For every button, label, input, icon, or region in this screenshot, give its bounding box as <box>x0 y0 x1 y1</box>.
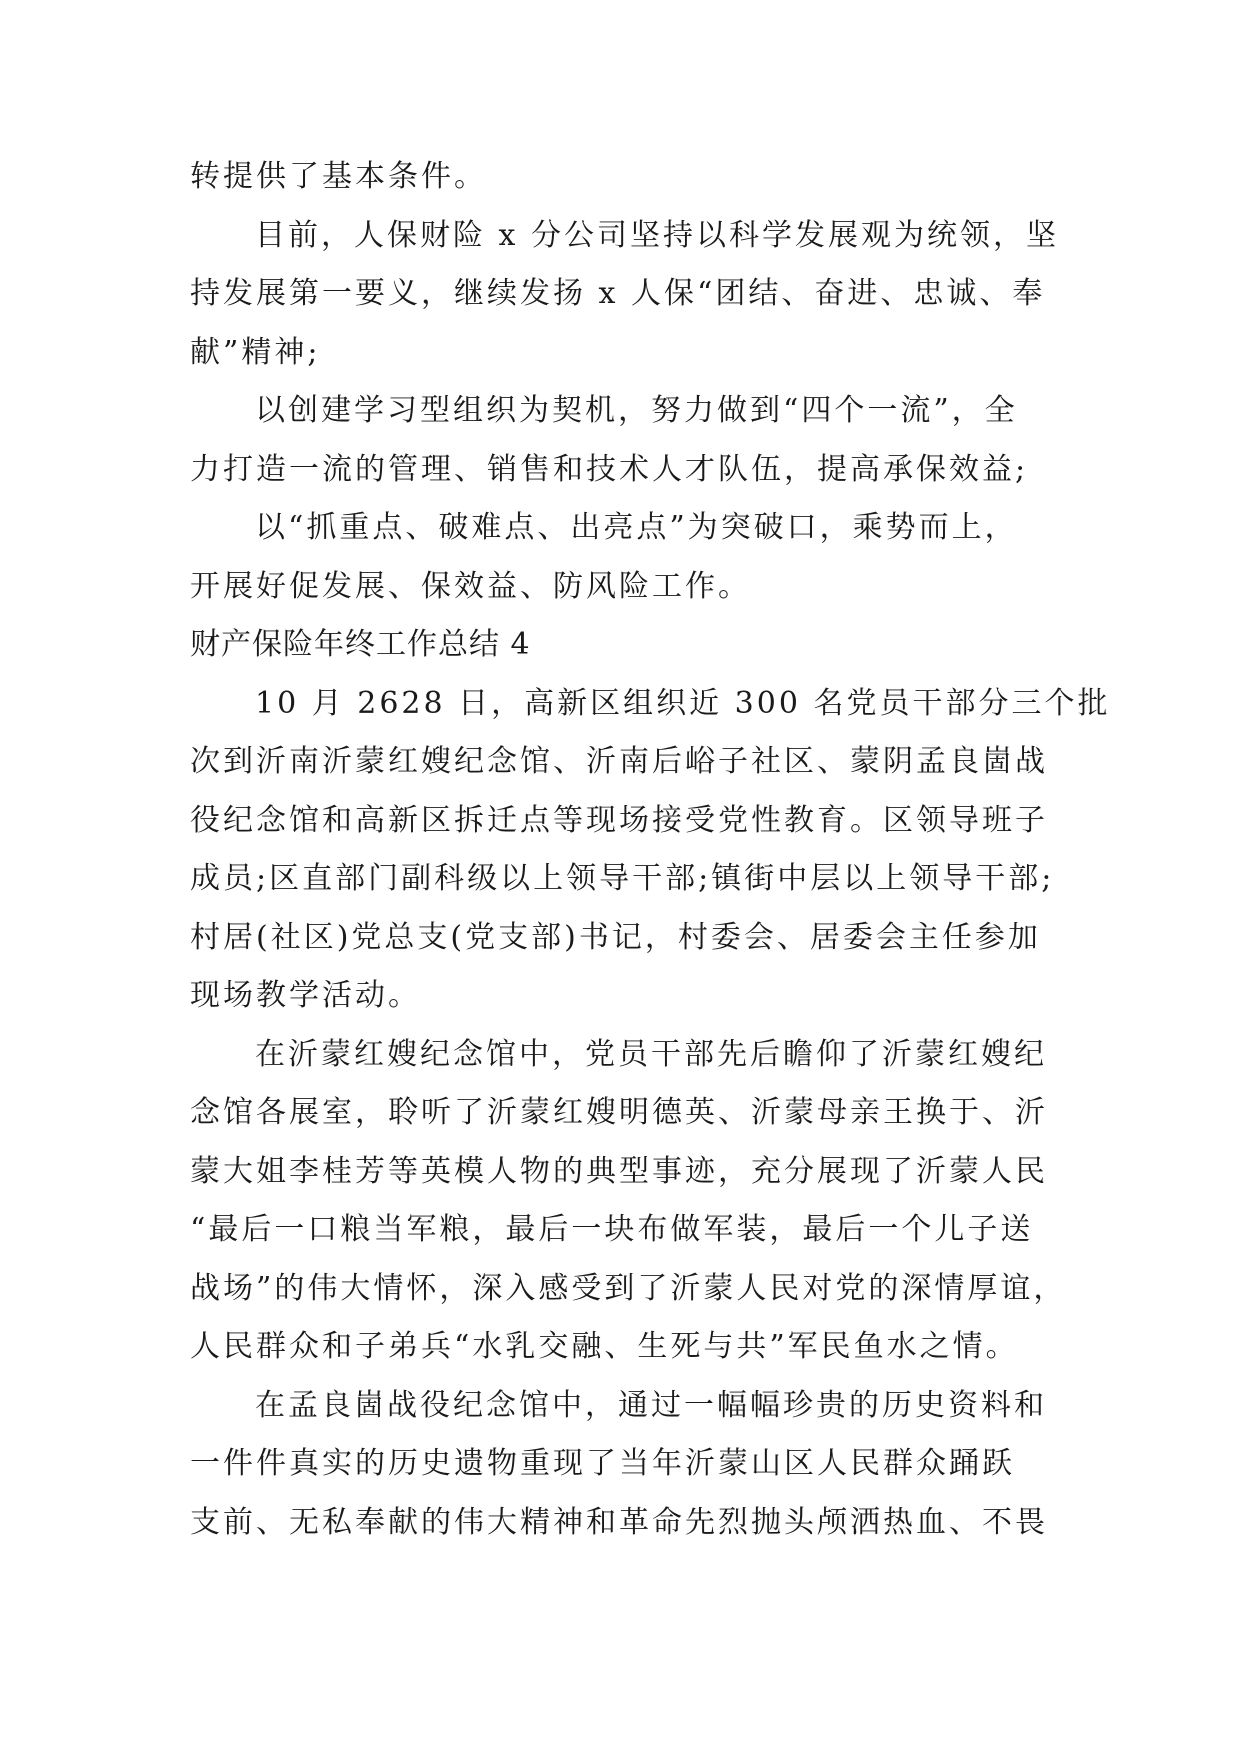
section-heading: 财产保险年终工作总结 4 <box>190 627 531 662</box>
text-line: 人民群众和子弟兵“水乳交融、生死与共”军民鱼水之情。 <box>190 1329 1019 1364</box>
text-line: 役纪念馆和高新区拆迁点等现场接受党性教育。区领导班子 <box>190 802 1048 838</box>
text-line: 力打造一流的管理、销售和技术人才队伍，提高承保效益; <box>190 451 1029 487</box>
text-line: 蒙大姐李桂芳等英模人物的典型事迹，充分展现了沂蒙人民 <box>190 1153 1048 1189</box>
text-line: 战场”的伟大情怀，深入感受到了沂蒙人民对党的深情厚谊， <box>190 1270 1067 1306</box>
text-line: 开展好促发展、保效益、防风险工作。 <box>190 568 751 604</box>
text-line: 村居(社区)党总支(党支部)书记，村委会、居委会主任参加 <box>190 919 1041 955</box>
text-line: 念馆各展室，聆听了沂蒙红嫂明德英、沂蒙母亲王换于、沂 <box>190 1095 1048 1130</box>
paragraph-first-line: 在沂蒙红嫂纪念馆中，党员干部先后瞻仰了沂蒙红嫂纪 <box>255 1036 1047 1072</box>
text-line: 成员;区直部门副科级以上领导干部;镇街中层以上领导干部; <box>190 861 1055 896</box>
paragraph-first-line: 以创建学习型组织为契机，努力做到“四个一流”，全 <box>255 393 1018 428</box>
text-line: 献”精神; <box>190 334 321 370</box>
paragraph-first-line: 以“抓重点、破难点、出亮点”为突破口，乘势而上， <box>255 510 1018 545</box>
paragraph-first-line: 目前，人保财险 x 分公司坚持以科学发展观为统领，坚 <box>255 217 1059 253</box>
text-line: 支前、无私奉献的伟大精神和革命先烈抛头颅洒热血、不畏 <box>190 1504 1048 1540</box>
paragraph-first-line: 在孟良崮战役纪念馆中，通过一幅幅珍贵的历史资料和 <box>255 1387 1047 1423</box>
text-line: 持发展第一要义，继续发扬 x 人保“团结、奋进、忠诚、奉 <box>190 276 1046 311</box>
text-line: 现场教学活动。 <box>190 978 421 1013</box>
text-line: 转提供了基本条件。 <box>190 159 487 194</box>
paragraph-first-line: 10 月 2628 日，高新区组织近 300 名党员干部分三个批 <box>255 685 1111 721</box>
document-body <box>190 148 1111 1552</box>
text-line: 次到沂南沂蒙红嫂纪念馆、沂南后峪子社区、蒙阴孟良崮战 <box>190 744 1048 779</box>
text-line: “最后一口粮当军粮，最后一块布做军装，最后一个儿子送 <box>190 1212 1034 1247</box>
text-line: 一件件真实的历史遗物重现了当年沂蒙山区人民群众踊跃 <box>190 1446 1015 1481</box>
